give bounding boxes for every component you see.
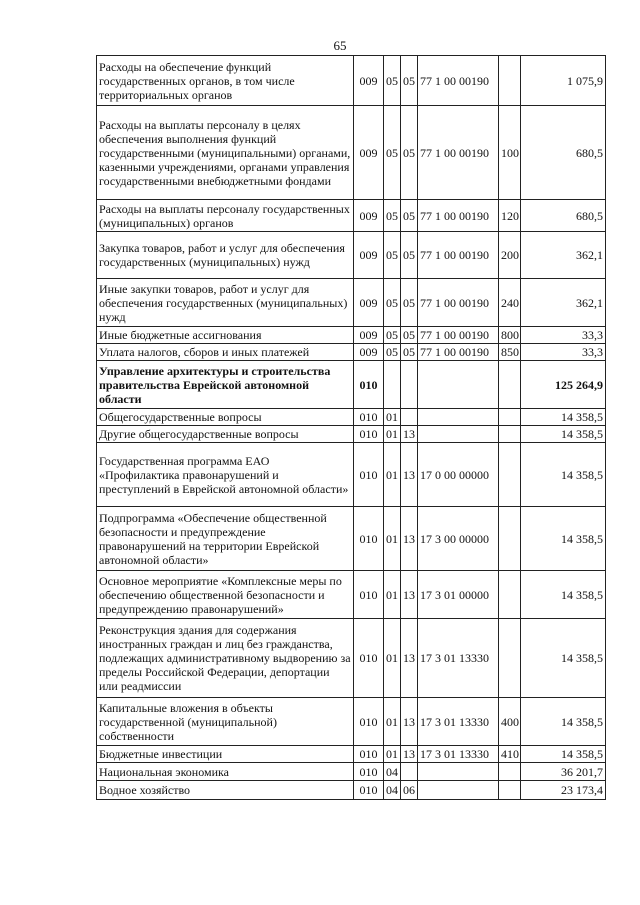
amount-cell: 125 264,9 <box>521 361 606 409</box>
section-code-cell: 05 <box>384 327 401 344</box>
amount-cell: 362,1 <box>521 232 606 279</box>
amount-cell: 362,1 <box>521 279 606 327</box>
section-code-cell: 05 <box>384 344 401 361</box>
target-article-cell: 17 3 01 00000 <box>418 571 499 619</box>
row-name-cell: Общегосударственные вопросы <box>97 409 354 426</box>
section-code-cell: 01 <box>384 443 401 507</box>
table-row <box>97 200 606 232</box>
admin-code-cell: 010 <box>354 763 384 781</box>
subsection-code-cell: 05 <box>401 327 418 344</box>
row-name-cell: Водное хозяйство <box>97 781 354 800</box>
table-row <box>97 763 606 781</box>
row-name-cell: Управление архитектуры и строительства правительства Еврейской автономной области <box>97 361 354 409</box>
row-name-cell: Бюджетные инвестиции <box>97 746 354 763</box>
amount-cell: 14 358,5 <box>521 698 606 746</box>
subsection-code-cell: 05 <box>401 106 418 200</box>
section-code-cell: 05 <box>384 106 401 200</box>
row-name-cell: Иные бюджетные ассигнования <box>97 327 354 344</box>
expense-type-cell: 120 <box>499 200 521 232</box>
subsection-code-cell <box>401 361 418 409</box>
expense-type-cell: 800 <box>499 327 521 344</box>
expense-type-cell <box>499 781 521 800</box>
table-row <box>97 327 606 344</box>
admin-code-cell: 009 <box>354 344 384 361</box>
expense-type-cell <box>499 426 521 443</box>
row-name-cell: Капитальные вложения в объекты государственной (муниципальной) собственности <box>97 698 354 746</box>
table-row <box>97 232 606 279</box>
expense-type-cell: 850 <box>499 344 521 361</box>
subsection-code-cell: 05 <box>401 279 418 327</box>
section-code-cell: 05 <box>384 200 401 232</box>
target-article-cell <box>418 361 499 409</box>
section-code-cell <box>384 361 401 409</box>
table-row <box>97 746 606 763</box>
table-row <box>97 507 606 571</box>
target-article-cell: 17 3 00 00000 <box>418 507 499 571</box>
target-article-cell <box>418 763 499 781</box>
budget-table <box>96 55 606 800</box>
target-article-cell: 17 3 01 13330 <box>418 698 499 746</box>
amount-cell: 14 358,5 <box>521 507 606 571</box>
section-code-cell: 01 <box>384 746 401 763</box>
subsection-code-cell: 13 <box>401 443 418 507</box>
subsection-code-cell: 05 <box>401 232 418 279</box>
section-code-cell: 01 <box>384 698 401 746</box>
subsection-code-cell <box>401 409 418 426</box>
expense-type-cell <box>499 56 521 106</box>
row-name-cell: Уплата налогов, сборов и иных платежей <box>97 344 354 361</box>
subsection-code-cell: 13 <box>401 619 418 698</box>
table-row <box>97 279 606 327</box>
expense-type-cell <box>499 409 521 426</box>
target-article-cell: 77 1 00 00190 <box>418 327 499 344</box>
expense-type-cell <box>499 619 521 698</box>
target-article-cell: 17 3 01 13330 <box>418 619 499 698</box>
expense-type-cell <box>499 763 521 781</box>
subsection-code-cell: 13 <box>401 426 418 443</box>
row-name-cell: Расходы на выплаты персоналу государственных (муниципальных) органов <box>97 200 354 232</box>
expense-type-cell: 400 <box>499 698 521 746</box>
row-name-cell: Государственная программа ЕАО «Профилактика правонарушений и преступлений в Еврейской автономной области» <box>97 443 354 507</box>
subsection-code-cell: 13 <box>401 507 418 571</box>
admin-code-cell: 010 <box>354 426 384 443</box>
subsection-code-cell: 06 <box>401 781 418 800</box>
section-code-cell: 01 <box>384 507 401 571</box>
table-row <box>97 409 606 426</box>
section-code-cell: 05 <box>384 56 401 106</box>
expense-type-cell <box>499 361 521 409</box>
table-row <box>97 426 606 443</box>
expense-type-cell: 200 <box>499 232 521 279</box>
target-article-cell: 17 0 00 00000 <box>418 443 499 507</box>
admin-code-cell: 009 <box>354 56 384 106</box>
target-article-cell: 77 1 00 00190 <box>418 279 499 327</box>
admin-code-cell: 010 <box>354 507 384 571</box>
table-row <box>97 344 606 361</box>
admin-code-cell: 010 <box>354 781 384 800</box>
admin-code-cell: 009 <box>354 106 384 200</box>
expense-type-cell: 240 <box>499 279 521 327</box>
admin-code-cell: 009 <box>354 279 384 327</box>
expense-type-cell <box>499 507 521 571</box>
amount-cell: 14 358,5 <box>521 746 606 763</box>
subsection-code-cell: 13 <box>401 746 418 763</box>
table-row <box>97 361 606 409</box>
expense-type-cell <box>499 443 521 507</box>
target-article-cell: 77 1 00 00190 <box>418 106 499 200</box>
admin-code-cell: 009 <box>354 232 384 279</box>
section-code-cell: 05 <box>384 279 401 327</box>
table-row <box>97 443 606 507</box>
section-code-cell: 01 <box>384 409 401 426</box>
budget-table-body <box>97 56 606 800</box>
table-row <box>97 571 606 619</box>
section-code-cell: 01 <box>384 426 401 443</box>
row-name-cell: Закупка товаров, работ и услуг для обеспечения государственных (муниципальных) нужд <box>97 232 354 279</box>
section-code-cell: 04 <box>384 781 401 800</box>
subsection-code-cell <box>401 763 418 781</box>
target-article-cell: 77 1 00 00190 <box>418 232 499 279</box>
subsection-code-cell: 05 <box>401 200 418 232</box>
admin-code-cell: 010 <box>354 746 384 763</box>
amount-cell: 680,5 <box>521 200 606 232</box>
admin-code-cell: 009 <box>354 327 384 344</box>
target-article-cell: 77 1 00 00190 <box>418 200 499 232</box>
amount-cell: 1 075,9 <box>521 56 606 106</box>
row-name-cell: Другие общегосударственные вопросы <box>97 426 354 443</box>
section-code-cell: 01 <box>384 619 401 698</box>
table-row <box>97 106 606 200</box>
section-code-cell: 05 <box>384 232 401 279</box>
section-code-cell: 04 <box>384 763 401 781</box>
admin-code-cell: 010 <box>354 443 384 507</box>
page-number: 65 <box>333 38 347 53</box>
admin-code-cell: 010 <box>354 619 384 698</box>
amount-cell: 14 358,5 <box>521 619 606 698</box>
amount-cell: 14 358,5 <box>521 426 606 443</box>
amount-cell: 36 201,7 <box>521 763 606 781</box>
expense-type-cell <box>499 571 521 619</box>
target-article-cell <box>418 409 499 426</box>
subsection-code-cell: 13 <box>401 698 418 746</box>
row-name-cell: Иные закупки товаров, работ и услуг для обеспечения государственных (муниципальных) нужд <box>97 279 354 327</box>
table-row <box>97 781 606 800</box>
amount-cell: 14 358,5 <box>521 409 606 426</box>
target-article-cell: 17 3 01 13330 <box>418 746 499 763</box>
row-name-cell: Расходы на обеспечение функций государственных органов, в том числе территориальных органов <box>97 56 354 106</box>
amount-cell: 33,3 <box>521 327 606 344</box>
subsection-code-cell: 13 <box>401 571 418 619</box>
admin-code-cell: 010 <box>354 361 384 409</box>
target-article-cell <box>418 781 499 800</box>
subsection-code-cell: 05 <box>401 344 418 361</box>
admin-code-cell: 010 <box>354 698 384 746</box>
table-row <box>97 619 606 698</box>
target-article-cell: 77 1 00 00190 <box>418 344 499 361</box>
admin-code-cell: 010 <box>354 571 384 619</box>
expense-type-cell: 100 <box>499 106 521 200</box>
table-row <box>97 56 606 106</box>
admin-code-cell: 009 <box>354 200 384 232</box>
expense-type-cell: 410 <box>499 746 521 763</box>
row-name-cell: Подпрограмма «Обеспечение общественной безопасности и предупреждение правонарушений на территории Еврейской автономной области» <box>97 507 354 571</box>
amount-cell: 14 358,5 <box>521 571 606 619</box>
row-name-cell: Основное мероприятие «Комплексные меры по обеспечению общественной безопасности и предупреждению правонарушений» <box>97 571 354 619</box>
row-name-cell: Реконструкция здания для содержания иностранных граждан и лиц без гражданства, подлежащих административному выдворению за пределы Российской Федерации, депортации или реадмиссии <box>97 619 354 698</box>
amount-cell: 33,3 <box>521 344 606 361</box>
target-article-cell: 77 1 00 00190 <box>418 56 499 106</box>
subsection-code-cell: 05 <box>401 56 418 106</box>
amount-cell: 23 173,4 <box>521 781 606 800</box>
amount-cell: 680,5 <box>521 106 606 200</box>
admin-code-cell: 010 <box>354 409 384 426</box>
section-code-cell: 01 <box>384 571 401 619</box>
row-name-cell: Расходы на выплаты персоналу в целях обеспечения выполнения функций государственными (муниципальными) органами, казенными учреждениями, органами управления государственными внебюджетными фондами <box>97 106 354 200</box>
table-row <box>97 698 606 746</box>
amount-cell: 14 358,5 <box>521 443 606 507</box>
target-article-cell <box>418 426 499 443</box>
row-name-cell: Национальная экономика <box>97 763 354 781</box>
